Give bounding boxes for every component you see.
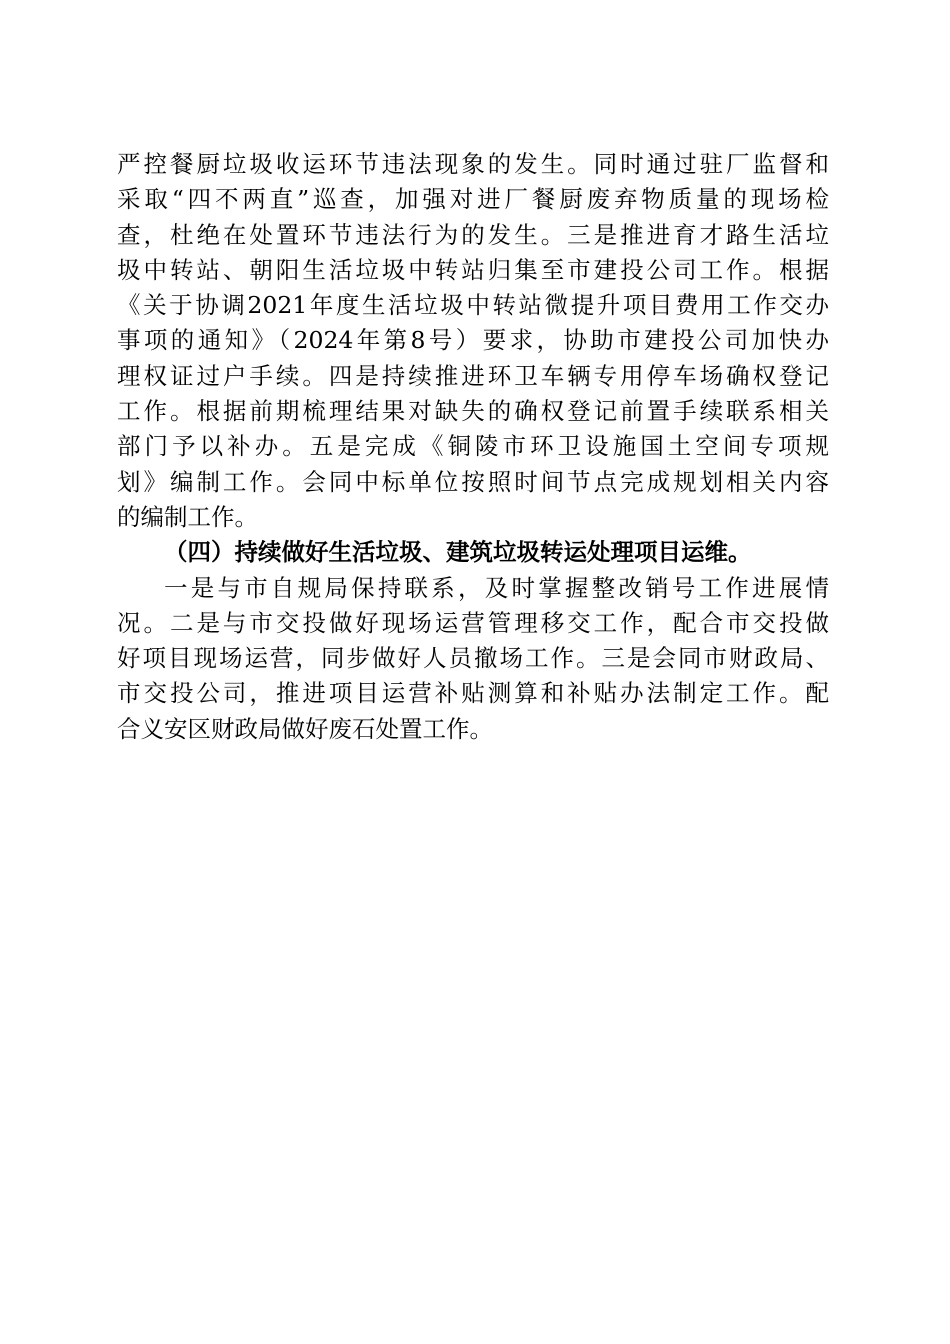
text-line: 况。二是与市交投做好现场运营管理移交工作，配合市交投做 bbox=[117, 608, 829, 637]
section-heading-4 bbox=[117, 535, 829, 570]
text-line: 市交投公司，推进项目运营补贴测算和补贴办法制定工作。配 bbox=[117, 679, 829, 708]
text-line: 《关于协调2021年度生活垃圾中转站微提升项目费用工作交办 bbox=[117, 291, 829, 320]
document-page bbox=[117, 147, 829, 747]
body-paragraph-1 bbox=[117, 147, 829, 535]
text-line: 理权证过户手续。四是持续推进环卫车辆专用停车场确权登记 bbox=[117, 361, 829, 390]
text-line: 工作。根据前期梳理结果对缺失的确权登记前置手续联系相关 bbox=[117, 397, 829, 426]
text-line: 一是与市自规局保持联系，及时掌握整改销号工作进展情 bbox=[164, 573, 829, 602]
text-line: 圾中转站、朝阳生活垃圾中转站归集至市建投公司工作。根据 bbox=[117, 255, 829, 284]
text-line: 好项目现场运营，同步做好人员撤场工作。三是会同市财政局、 bbox=[117, 644, 829, 673]
text-line: 合义安区财政局做好废石处置工作。 bbox=[117, 714, 493, 743]
text-line: 事项的通知》（2024年第8号）要求，协助市建投公司加快办 bbox=[117, 326, 829, 355]
text-line: 严控餐厨垃圾收运环节违法现象的发生。同时通过驻厂监督和 bbox=[117, 150, 829, 178]
text-line: 查，杜绝在处置环节违法行为的发生。三是推进育才路生活垃 bbox=[117, 220, 829, 249]
text-line: 的编制工作。 bbox=[117, 502, 258, 531]
heading-text: （四）持续做好生活垃圾、建筑垃圾转运处理项目运维。 bbox=[164, 538, 752, 567]
body-paragraph-2 bbox=[117, 571, 829, 747]
text-line: 划》编制工作。会同中标单位按照时间节点完成规划相关内容 bbox=[117, 467, 829, 496]
text-line: 部门予以补办。五是完成《铜陵市环卫设施国土空间专项规 bbox=[117, 432, 829, 461]
text-line: 采取“四不两直”巡查，加强对进厂餐厨废弃物质量的现场检 bbox=[117, 185, 829, 214]
